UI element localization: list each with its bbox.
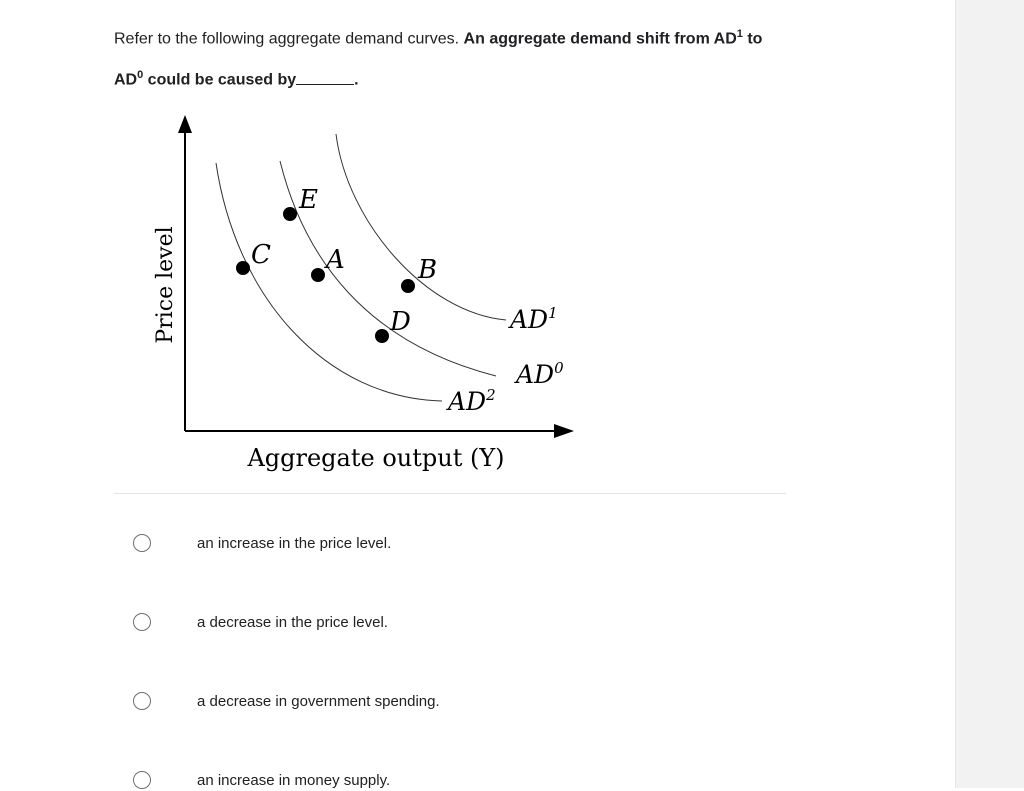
question-intro: Refer to the following aggregate demand curves. xyxy=(114,30,464,48)
question-end-punct: . xyxy=(354,71,359,89)
curve-label-ad2-sup: 2 xyxy=(486,386,496,404)
curve-label-ad0-base: AD xyxy=(516,360,555,389)
curve-label-ad2-base: AD xyxy=(448,387,487,416)
answer-option-3-label[interactable]: a decrease in government spending. xyxy=(197,692,440,710)
point-d-label: D xyxy=(390,307,411,337)
aggregate-demand-figure xyxy=(114,100,614,480)
question-bold-a: An aggregate demand shift from AD xyxy=(463,30,737,48)
answer-option-1[interactable] xyxy=(133,532,391,554)
radio-button-3[interactable] xyxy=(133,692,151,710)
x-axis-arrow xyxy=(554,424,574,438)
y-axis-label: Price level xyxy=(153,226,178,344)
curve-label-ad0-sup: 0 xyxy=(554,359,564,377)
question-bold-b: to xyxy=(742,30,763,48)
point-b-label: B xyxy=(418,255,438,285)
question-text xyxy=(114,16,794,99)
question-line-1 xyxy=(114,16,794,57)
answer-option-2-label[interactable]: a decrease in the price level. xyxy=(197,613,388,631)
answer-option-3[interactable] xyxy=(133,690,440,712)
point-a-dot xyxy=(311,268,325,282)
point-e-label: E xyxy=(299,185,318,215)
answer-option-2[interactable] xyxy=(133,611,388,633)
answer-option-4-label[interactable]: an increase in money supply. xyxy=(197,771,391,789)
radio-button-4[interactable] xyxy=(133,771,151,789)
curve-label-ad1-base: AD xyxy=(510,305,549,334)
answer-blank xyxy=(296,72,354,85)
radio-button-2[interactable] xyxy=(133,613,151,631)
question-line-2 xyxy=(114,57,794,98)
point-d-dot xyxy=(375,329,389,343)
curve-label-ad0 xyxy=(514,359,564,389)
question-line2-suffix: could be caused by xyxy=(143,71,297,89)
point-c-label: C xyxy=(251,240,271,270)
point-c-dot xyxy=(236,261,250,275)
x-axis-label: Aggregate output (Y) xyxy=(247,444,505,472)
right-side-panel xyxy=(955,0,1024,788)
curve-ad1 xyxy=(336,134,506,320)
question-line2-prefix: AD xyxy=(114,71,138,89)
curve-label-ad1 xyxy=(508,304,558,334)
point-e-dot xyxy=(283,207,297,221)
question-sup-b: 0 xyxy=(137,69,144,82)
radio-button-1[interactable] xyxy=(133,534,151,552)
answer-option-1-label[interactable]: an increase in the price level. xyxy=(197,534,392,552)
section-divider xyxy=(114,493,786,494)
point-b-dot xyxy=(401,279,415,293)
y-axis-arrow xyxy=(178,115,192,133)
curve-label-ad2 xyxy=(446,386,496,416)
point-a-label: A xyxy=(326,245,345,275)
question-sup-a: 1 xyxy=(736,28,743,40)
curve-label-ad1-sup: 1 xyxy=(548,304,558,322)
